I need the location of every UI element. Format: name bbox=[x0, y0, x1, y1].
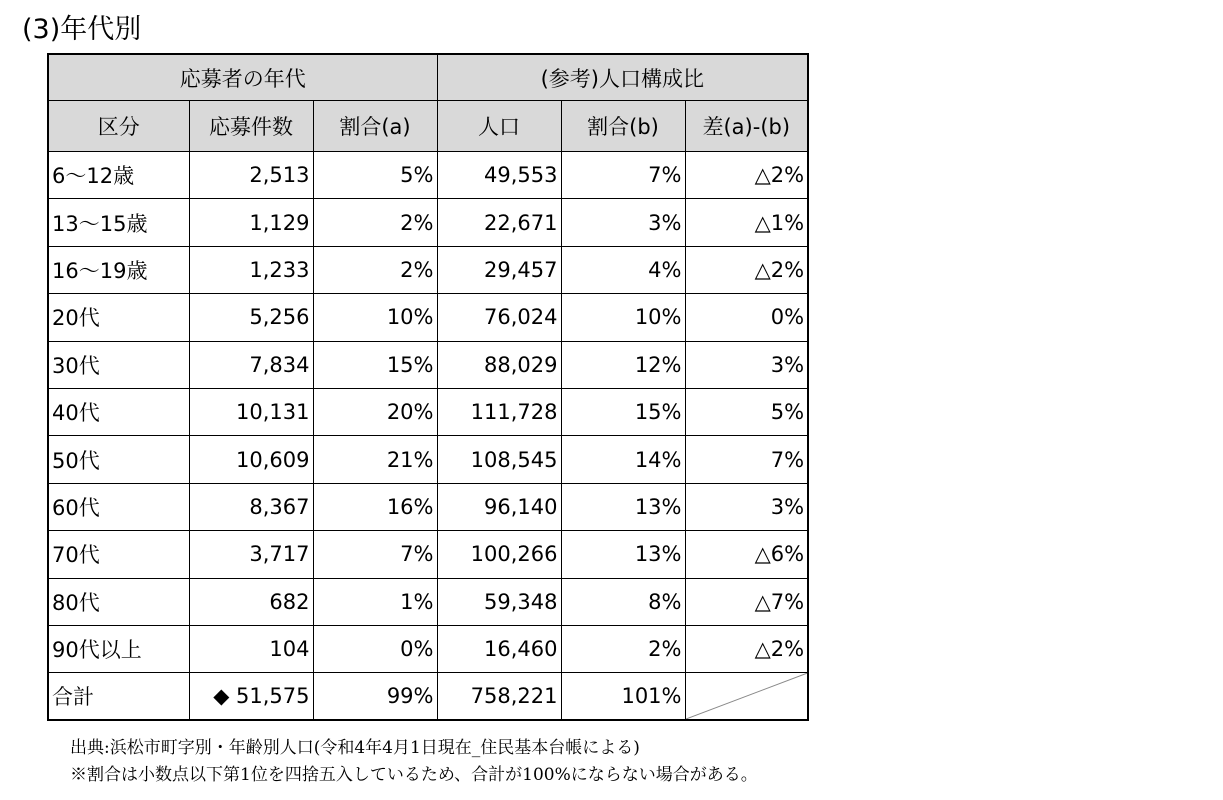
row-category: 60代 bbox=[48, 483, 189, 530]
row-population: 108,545 bbox=[437, 436, 561, 483]
row-applicants: 2,513 bbox=[189, 152, 313, 199]
table-row bbox=[48, 199, 808, 246]
row-population: 96,140 bbox=[437, 483, 561, 530]
column-header-diff: 差(a)-(b) bbox=[685, 101, 808, 152]
row-ratio-a: 0% bbox=[313, 625, 437, 672]
row-ratio-a: 1% bbox=[313, 578, 437, 625]
row-diff: △2% bbox=[685, 625, 808, 672]
row-diff: 0% bbox=[685, 294, 808, 341]
column-header-ratio-a: 割合(a) bbox=[313, 101, 437, 152]
row-category: 70代 bbox=[48, 531, 189, 578]
row-ratio-b: 3% bbox=[561, 199, 685, 246]
row-diff: 3% bbox=[685, 341, 808, 388]
row-applicants: 8,367 bbox=[189, 483, 313, 530]
table-row bbox=[48, 531, 808, 578]
row-ratio-a: 15% bbox=[313, 341, 437, 388]
row-ratio-a: 2% bbox=[313, 199, 437, 246]
row-ratio-a: 7% bbox=[313, 531, 437, 578]
column-header-population: 人口 bbox=[437, 101, 561, 152]
row-ratio-a: 5% bbox=[313, 152, 437, 199]
diagonal-line bbox=[686, 673, 808, 719]
row-ratio-a: 20% bbox=[313, 388, 437, 435]
age-group-table bbox=[47, 53, 809, 721]
row-diff: △1% bbox=[685, 199, 808, 246]
total-diff-empty-cell bbox=[685, 673, 808, 721]
total-row bbox=[48, 673, 808, 721]
row-applicants: 1,129 bbox=[189, 199, 313, 246]
row-diff: △7% bbox=[685, 578, 808, 625]
row-applicants: 10,131 bbox=[189, 388, 313, 435]
row-ratio-b: 10% bbox=[561, 294, 685, 341]
row-diff: △2% bbox=[685, 152, 808, 199]
row-population: 22,671 bbox=[437, 199, 561, 246]
table-row bbox=[48, 625, 808, 672]
row-population: 49,553 bbox=[437, 152, 561, 199]
table-row bbox=[48, 436, 808, 483]
row-category: 30代 bbox=[48, 341, 189, 388]
column-header-ratio-b: 割合(b) bbox=[561, 101, 685, 152]
row-diff: 7% bbox=[685, 436, 808, 483]
notes bbox=[70, 735, 758, 789]
row-population: 111,728 bbox=[437, 388, 561, 435]
row-category: 50代 bbox=[48, 436, 189, 483]
column-header-applicants: 応募件数 bbox=[189, 101, 313, 152]
total-ratio-a: 99% bbox=[313, 673, 437, 721]
row-category: 80代 bbox=[48, 578, 189, 625]
row-ratio-b: 8% bbox=[561, 578, 685, 625]
page-title: (3)年代別 bbox=[22, 14, 142, 45]
table-row bbox=[48, 294, 808, 341]
row-ratio-b: 13% bbox=[561, 531, 685, 578]
row-ratio-b: 2% bbox=[561, 625, 685, 672]
row-applicants: 1,233 bbox=[189, 246, 313, 293]
row-ratio-a: 2% bbox=[313, 246, 437, 293]
total-applicants: ◆ 51,575 bbox=[189, 673, 313, 721]
row-ratio-a: 21% bbox=[313, 436, 437, 483]
table-row bbox=[48, 578, 808, 625]
row-applicants: 7,834 bbox=[189, 341, 313, 388]
row-ratio-b: 4% bbox=[561, 246, 685, 293]
row-ratio-b: 15% bbox=[561, 388, 685, 435]
table-row bbox=[48, 152, 808, 199]
row-ratio-b: 7% bbox=[561, 152, 685, 199]
group-header-reference: (参考)人口構成比 bbox=[437, 54, 808, 101]
row-applicants: 682 bbox=[189, 578, 313, 625]
table-row bbox=[48, 341, 808, 388]
row-diff: △6% bbox=[685, 531, 808, 578]
column-header-category: 区分 bbox=[48, 101, 189, 152]
table-body bbox=[48, 152, 808, 673]
row-category: 13～15歳 bbox=[48, 199, 189, 246]
remark-note: ※割合は小数点以下第1位を四捨五入しているため、合計が100%にならない場合がある。 bbox=[70, 765, 758, 785]
row-applicants: 104 bbox=[189, 625, 313, 672]
group-header-applicants: 応募者の年代 bbox=[48, 54, 437, 101]
table-row bbox=[48, 483, 808, 530]
row-applicants: 5,256 bbox=[189, 294, 313, 341]
row-population: 100,266 bbox=[437, 531, 561, 578]
row-diff: 5% bbox=[685, 388, 808, 435]
row-ratio-a: 16% bbox=[313, 483, 437, 530]
row-category: 90代以上 bbox=[48, 625, 189, 672]
column-header-row bbox=[48, 101, 808, 152]
row-population: 88,029 bbox=[437, 341, 561, 388]
row-population: 76,024 bbox=[437, 294, 561, 341]
row-applicants: 3,717 bbox=[189, 531, 313, 578]
row-category: 20代 bbox=[48, 294, 189, 341]
row-population: 59,348 bbox=[437, 578, 561, 625]
total-label: 合計 bbox=[48, 673, 189, 721]
row-diff: △2% bbox=[685, 246, 808, 293]
row-category: 40代 bbox=[48, 388, 189, 435]
group-header-row bbox=[48, 54, 808, 101]
row-population: 16,460 bbox=[437, 625, 561, 672]
table-row bbox=[48, 388, 808, 435]
row-population: 29,457 bbox=[437, 246, 561, 293]
row-category: 16～19歳 bbox=[48, 246, 189, 293]
total-population: 758,221 bbox=[437, 673, 561, 721]
row-category: 6～12歳 bbox=[48, 152, 189, 199]
row-diff: 3% bbox=[685, 483, 808, 530]
source-note: 出典:浜松市町字別・年齢別人口(令和4年4月1日現在_住民基本台帳による) bbox=[70, 738, 640, 758]
row-ratio-b: 12% bbox=[561, 341, 685, 388]
table-row bbox=[48, 246, 808, 293]
row-ratio-b: 14% bbox=[561, 436, 685, 483]
row-ratio-b: 13% bbox=[561, 483, 685, 530]
row-ratio-a: 10% bbox=[313, 294, 437, 341]
row-applicants: 10,609 bbox=[189, 436, 313, 483]
total-ratio-b: 101% bbox=[561, 673, 685, 721]
